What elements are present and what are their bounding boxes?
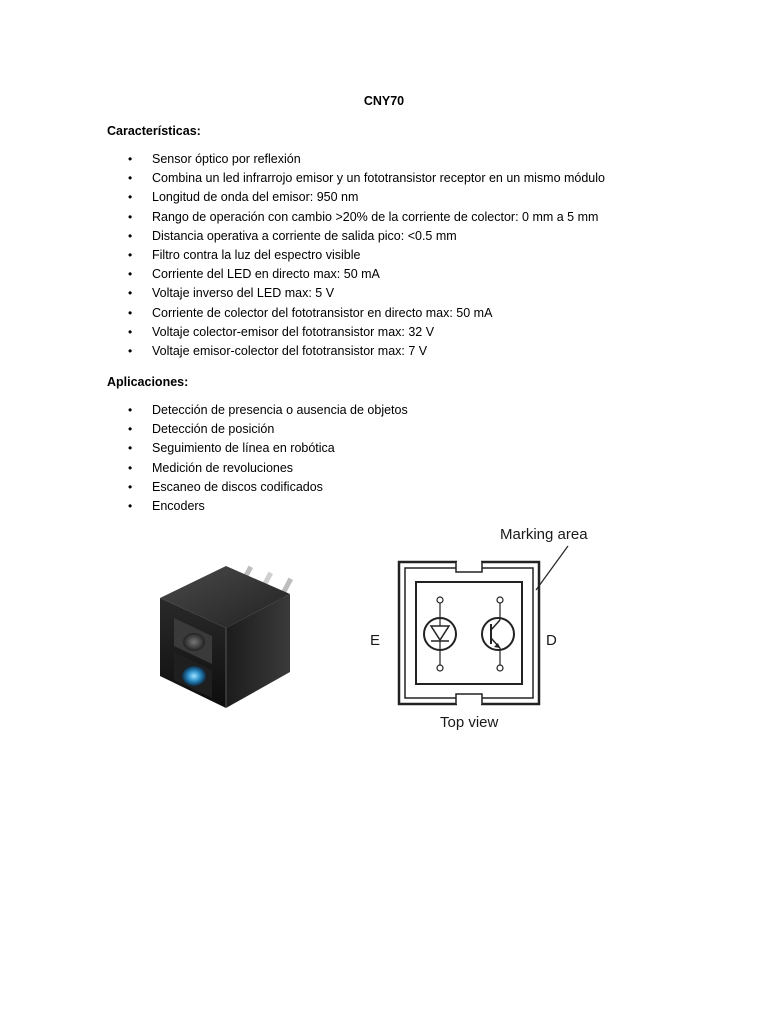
bullet-icon: • <box>128 209 133 224</box>
bullet-icon: • <box>128 305 133 320</box>
list-item: • Voltaje colector-emisor del fototransistor max: 32 V <box>107 323 605 342</box>
list-item: • Detección de posición <box>107 420 408 439</box>
bullet-icon: • <box>128 152 133 166</box>
bullet-icon: • <box>128 498 133 513</box>
features-list <box>107 150 605 361</box>
list-item: • Longitud de onda del emisor: 950 nm <box>107 188 605 207</box>
bullet-icon: • <box>128 422 133 437</box>
list-item: • Corriente de colector del fototransistor en directo max: 50 mA <box>107 304 605 323</box>
bullet-icon: • <box>128 441 133 456</box>
document-title: CNY70 <box>363 94 405 108</box>
list-item: • Sensor óptico por reflexión <box>107 150 605 169</box>
bullet-icon: • <box>128 460 133 475</box>
list-item: • Distancia operativa a corriente de salida pico: <0.5 mm <box>107 227 605 246</box>
emitter-label: E <box>370 632 381 649</box>
bullet-icon: • <box>128 190 133 205</box>
applications-heading: Aplicaciones: <box>107 375 189 389</box>
detector-label: D <box>546 632 557 649</box>
top-view-caption: Top view <box>440 714 499 731</box>
list-item: • Filtro contra la luz del espectro visible <box>107 246 605 265</box>
top-view-diagram <box>360 520 620 740</box>
features-heading: Características: <box>107 124 201 138</box>
bullet-icon: • <box>128 286 133 301</box>
bullet-icon: • <box>128 479 133 494</box>
applications-list <box>107 401 408 516</box>
bullet-icon: • <box>128 247 133 262</box>
bullet-icon: • <box>128 403 133 417</box>
bullet-icon: • <box>128 228 133 243</box>
list-item: • Corriente del LED en directo max: 50 mA <box>107 265 605 284</box>
bullet-icon: • <box>128 324 133 339</box>
list-item: • Escaneo de discos codificados <box>107 478 408 497</box>
marking-area-label: Marking area <box>500 526 588 543</box>
bullet-icon: • <box>128 171 133 186</box>
list-item: • Detección de presencia o ausencia de objetos <box>107 401 408 420</box>
list-item: • Voltaje emisor-colector del fototransistor max: 7 V <box>107 342 605 361</box>
list-item: • Rango de operación con cambio >20% de la corriente de colector: 0 mm a 5 mm <box>107 208 605 227</box>
list-item: • Seguimiento de línea en robótica <box>107 439 408 458</box>
list-item: • Encoders <box>107 497 408 516</box>
sensor-photo <box>140 556 320 716</box>
bullet-icon: • <box>128 267 133 282</box>
list-item: • Voltaje inverso del LED max: 5 V <box>107 284 605 303</box>
list-item: • Combina un led infrarrojo emisor y un fototransistor receptor en un mismo módulo <box>107 169 605 188</box>
bullet-icon: • <box>128 343 133 358</box>
list-item: • Medición de revoluciones <box>107 459 408 478</box>
top-view-drawing <box>360 520 620 740</box>
